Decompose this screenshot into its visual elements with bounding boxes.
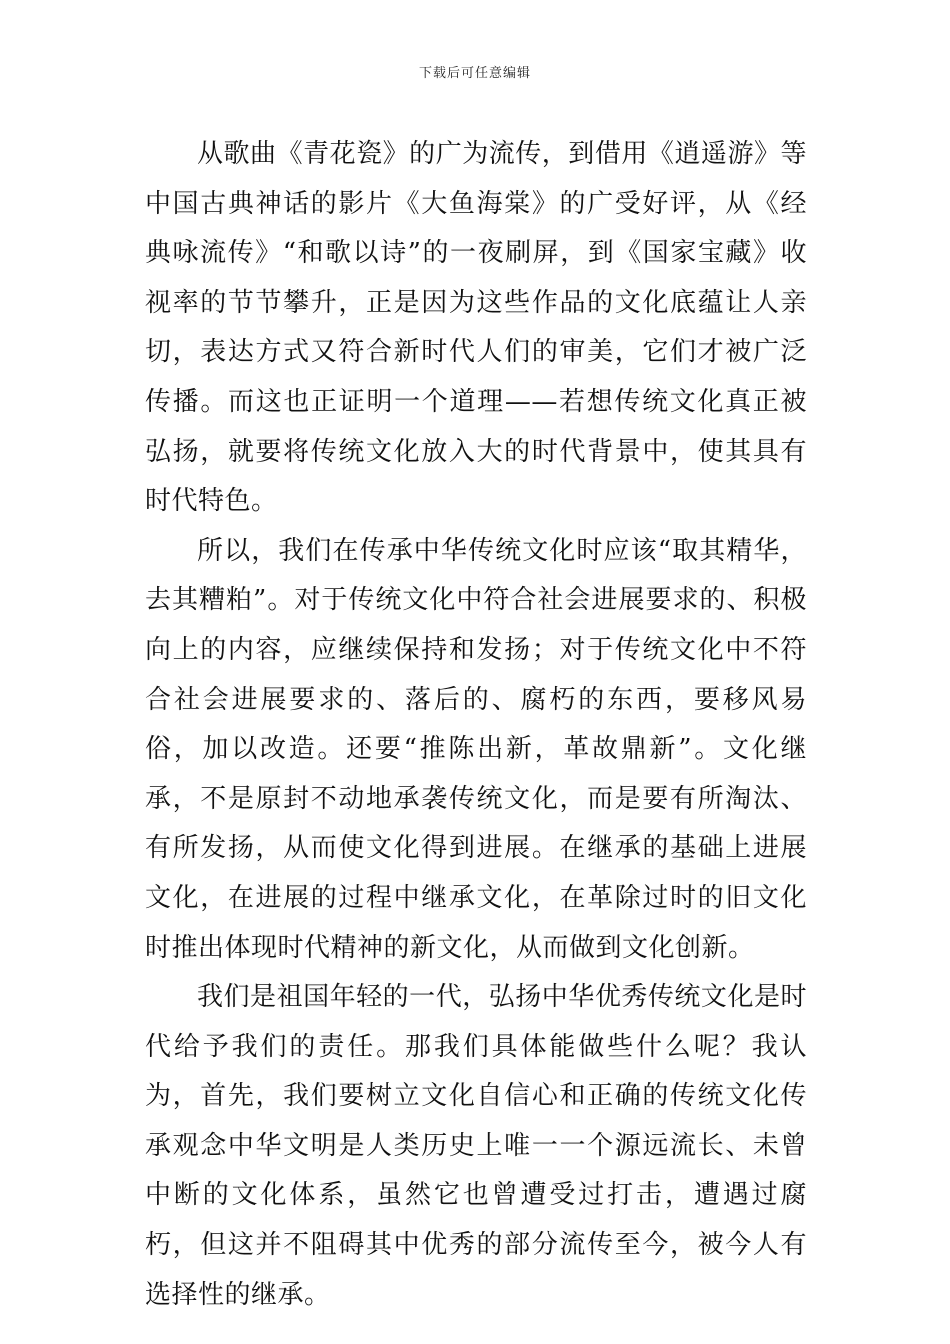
paragraph-1: 从歌曲《青花瓷》的广为流传，到借用《逍遥游》等中国古典神话的影片《大鱼海棠》的广受好评，从《经典咏流传》“和歌以诗”的一夜刷屏，到《国家宝藏》收视率的节节攀升，正是因为这些作品的文化底蕴让人亲切，表达方式又符合新时代人们的审美，它们才被广泛传播。而这也正证明一个道理——若想传统文化真正被弘扬，就要将传统文化放入大的时代背景中，使其具有时代特色。 (145, 139, 807, 517)
paragraph-3: 我们是祖国年轻的一代，弘扬中华优秀传统文化是时代给予我们的责任。那我们具体能做些什么呢？我认为，首先，我们要树立文化自信心和正确的传统文化传承观念中华文明是人类历史上唯一一个源远流长、未曾中断的文化体系，虽然它也曾遭受过打击，遭遇过腐朽，但这并不阻碍其中优秀的部分流传至今，被今人有选择性的继承。 (145, 982, 807, 1310)
body-text (145, 130, 807, 1320)
header-note: 下载后可任意编辑 (418, 66, 531, 81)
paragraph-2: 所以，我们在传承中华传统文化时应该“取其精华，去其糟粕”。对于传统文化中符合社会进展要求的、积极向上的内容，应继续保持和发扬；对于传统文化中不符合社会进展要求的、落后的、腐朽的东西，要移风易俗，加以改造。还要“推陈出新，革故鼎新”。文化继承，不是原封不动地承袭传统文化，而是要有所淘汰、有所发扬，从而使文化得到进展。在继承的基础上进展文化，在进展的过程中继承文化，在革除过时的旧文化时推出体现时代精神的新文化，从而做到文化创新。 (145, 535, 807, 963)
